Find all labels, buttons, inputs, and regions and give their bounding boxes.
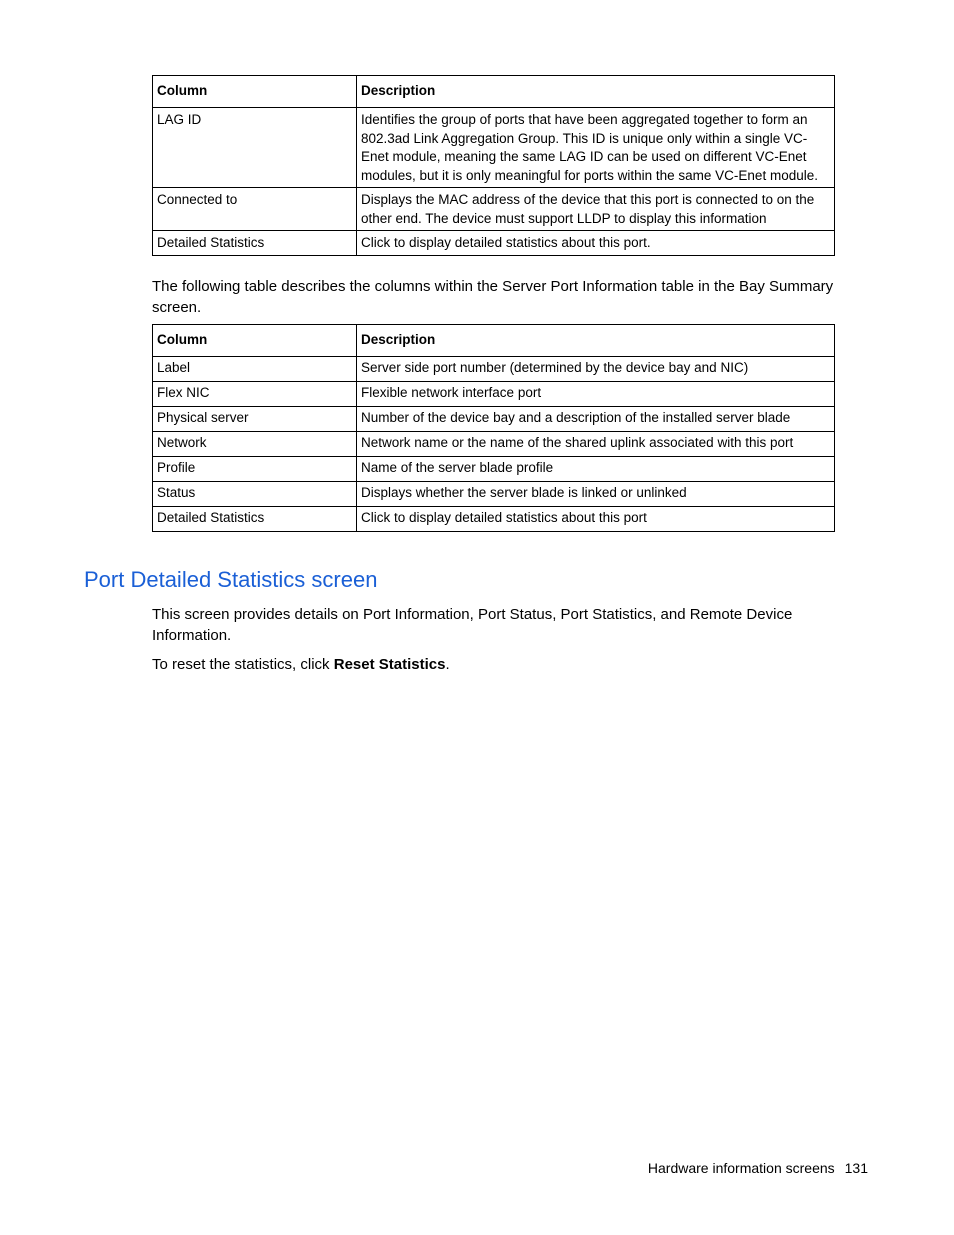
- page-number: 131: [844, 1160, 868, 1176]
- reset-statistics-term: Reset Statistics: [333, 656, 446, 673]
- table-row: [153, 231, 835, 256]
- footer-section-name: Hardware information screens: [647, 1160, 835, 1176]
- column-header: Column: [153, 76, 357, 108]
- table-row: [153, 507, 835, 532]
- table-row: [153, 407, 835, 432]
- row-column-name: LAG ID: [153, 108, 357, 188]
- row-description: Server side port number (determined by the device bay and NIC): [357, 357, 835, 382]
- server-port-columns-table: [152, 324, 835, 532]
- row-column-name: Flex NIC: [153, 382, 357, 407]
- table-row: [153, 482, 835, 507]
- row-description: Flexible network interface port: [357, 382, 835, 407]
- description-header: Description: [357, 76, 835, 108]
- table-row: [153, 382, 835, 407]
- row-column-name: Label: [153, 357, 357, 382]
- row-description: Click to display detailed statistics about this port.: [357, 231, 835, 256]
- reset-instruction-paragraph: [152, 654, 847, 675]
- row-description: Number of the device bay and a description of the installed server blade: [357, 407, 835, 432]
- table-header-row: [153, 76, 835, 108]
- row-column-name: Profile: [153, 457, 357, 482]
- section-heading: Port Detailed Statistics screen: [84, 567, 378, 592]
- row-description: Identifies the group of ports that have been aggregated together to form an 802.3ad Link Aggregation Group. This ID is unique only within a single VC-Enet module, meaning the same LAG ID can be used on different VC-Enet modules, but it is only meaningful for ports within the same VC-Enet module.: [357, 108, 835, 188]
- lag-columns-table: [152, 75, 835, 256]
- row-description: Displays whether the server blade is linked or unlinked: [357, 482, 835, 507]
- reset-instruction-suffix: .: [445, 656, 450, 673]
- table-row: [153, 108, 835, 188]
- row-description: Network name or the name of the shared uplink associated with this port: [357, 432, 835, 457]
- row-column-name: Network: [153, 432, 357, 457]
- row-column-name: Status: [153, 482, 357, 507]
- table-row: [153, 432, 835, 457]
- reset-instruction-text: To reset the statistics, click: [152, 656, 334, 673]
- row-column-name: Connected to: [153, 188, 357, 231]
- row-column-name: Detailed Statistics: [153, 507, 357, 532]
- server-port-table-intro: The following table describes the columns within the Server Port Information table in the Bay Summary screen.: [152, 278, 834, 316]
- row-description: Name of the server blade profile: [357, 457, 835, 482]
- row-column-name: Detailed Statistics: [153, 231, 357, 256]
- page-footer: [648, 1158, 868, 1178]
- row-description: Displays the MAC address of the device that this port is connected to on the other end. The device must support LLDP to display this information: [357, 188, 835, 231]
- table-header-row: [153, 325, 835, 357]
- section-paragraph: This screen provides details on Port Information, Port Status, Port Statistics, and Remote Device Information.: [152, 606, 793, 644]
- description-header: Description: [357, 325, 835, 357]
- column-header: Column: [153, 325, 357, 357]
- row-description: Click to display detailed statistics about this port: [357, 507, 835, 532]
- table-row: [153, 457, 835, 482]
- table-row: [153, 188, 835, 231]
- table-row: [153, 357, 835, 382]
- row-column-name: Physical server: [153, 407, 357, 432]
